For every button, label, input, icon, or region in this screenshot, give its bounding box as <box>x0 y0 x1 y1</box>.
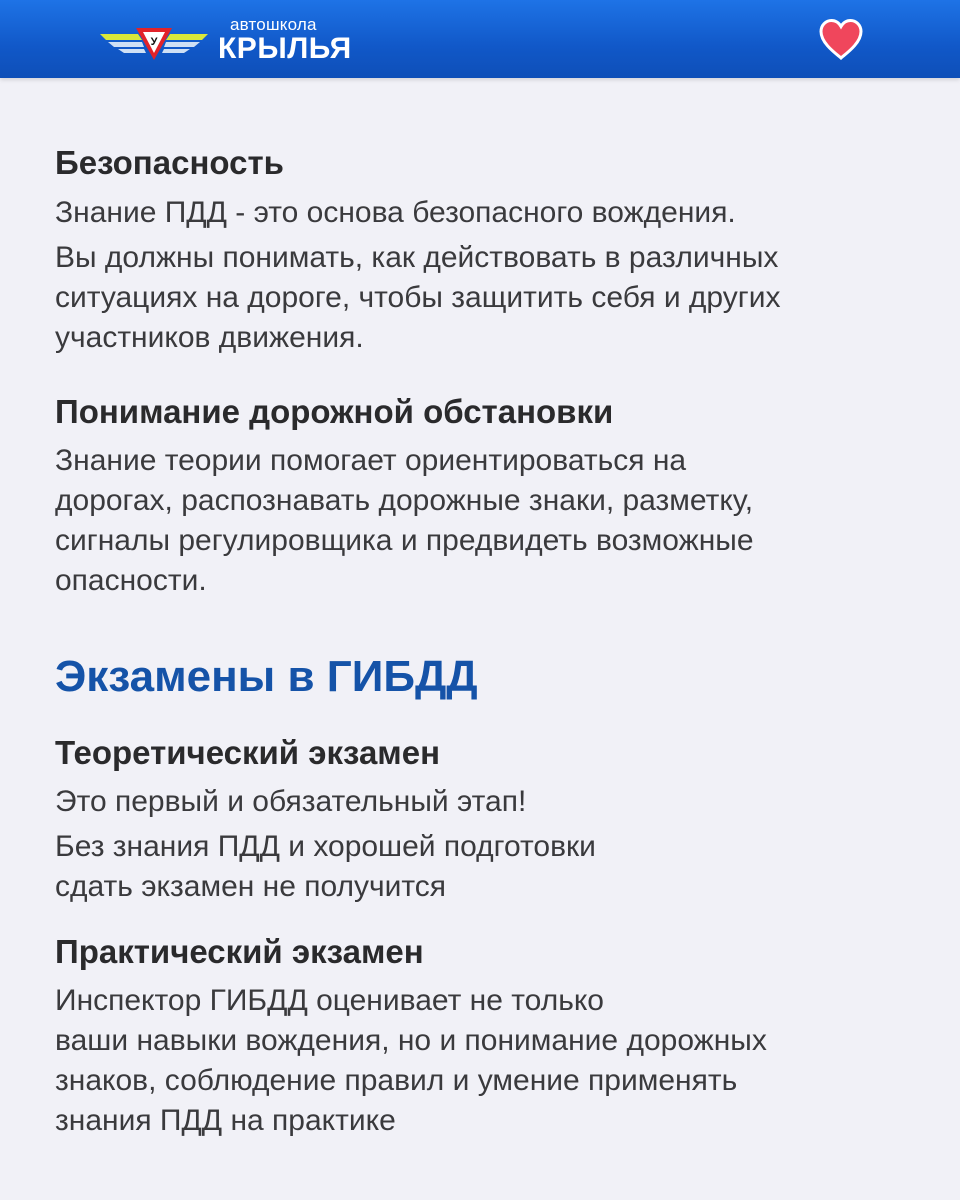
school-logo[interactable] <box>98 14 352 66</box>
logo-title: КРЫЛЬЯ <box>218 32 352 65</box>
section-title-practical-exam: Практический экзамен <box>55 933 424 970</box>
safety-paragraph-1: Знание ПДД - это основа безопасного вождения. <box>55 196 736 229</box>
road-awareness-paragraph: Знание теории помогает ориентироваться на дорогах, распознавать дорожные знаки, разметку, сигналы регулировщика и предвидеть возможные опасности. <box>55 444 754 597</box>
safety-paragraph-2: Вы должны понимать, как действовать в различных ситуациях на дороге, чтобы защитить себя и других участников движения. <box>55 241 781 354</box>
practical-paragraph: Инспектор ГИБДД оценивает не только ваши навыки вождения, но и понимание дорожных знаков, соблюдение правил и умение применять знания ПДД на практике <box>55 984 767 1137</box>
favorite-button[interactable] <box>818 18 864 60</box>
theory-paragraph-1: Это первый и обязательный этап! <box>55 785 527 818</box>
heart-icon <box>818 18 864 60</box>
theory-paragraph-2: Без знания ПДД и хорошей подготовки сдать экзамен не получится <box>55 830 596 903</box>
section-title-safety: Безопасность <box>55 144 284 181</box>
section-title-theory-exam: Теоретический экзамен <box>55 734 440 771</box>
logo-text <box>218 16 352 64</box>
app-header <box>0 0 960 78</box>
section-title-road-awareness: Понимание дорожной обстановки <box>55 393 614 430</box>
wings-logo-icon <box>98 20 210 64</box>
logo-sign-letter: У <box>150 36 158 48</box>
logo-subtitle: автошкола <box>230 15 317 34</box>
exams-heading: Экзамены в ГИБДД <box>55 652 478 701</box>
